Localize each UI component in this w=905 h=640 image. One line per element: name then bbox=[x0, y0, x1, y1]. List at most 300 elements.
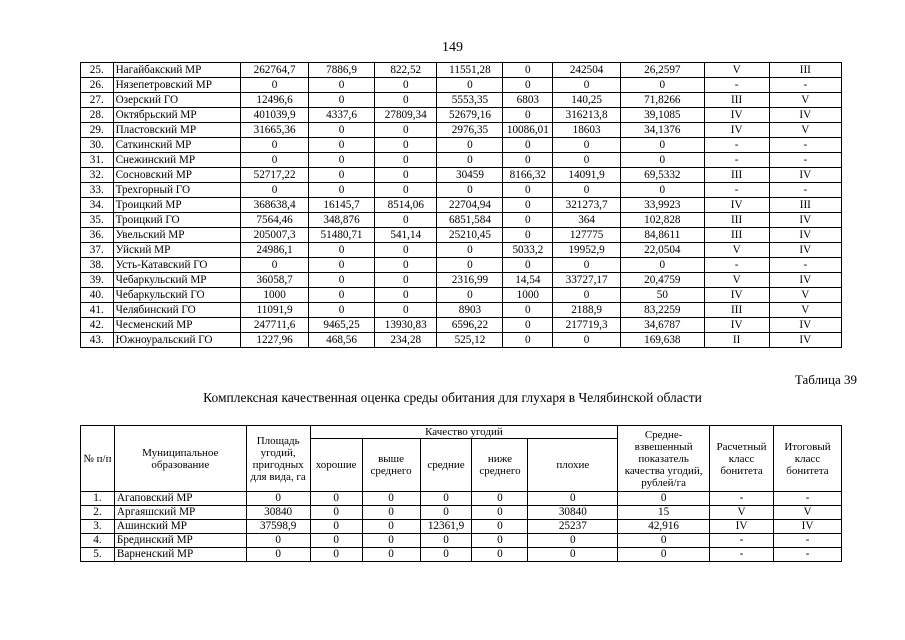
value-cell: 0 bbox=[503, 228, 553, 243]
municipality-cell: Озерский ГО bbox=[113, 93, 241, 108]
header-good: хорошие bbox=[310, 439, 362, 492]
value-cell: III bbox=[704, 168, 769, 183]
row-number-cell: 38. bbox=[81, 258, 114, 273]
value-cell: 11091,9 bbox=[241, 303, 309, 318]
value-cell: 30840 bbox=[246, 506, 310, 520]
value-cell: 36058,7 bbox=[241, 273, 309, 288]
municipality-cell: Чесменский МР bbox=[113, 318, 241, 333]
value-cell: 5033,2 bbox=[503, 243, 553, 258]
value-cell: 22704,94 bbox=[437, 198, 503, 213]
value-cell: 0 bbox=[246, 534, 310, 548]
value-cell: 0 bbox=[621, 258, 705, 273]
value-cell: 15 bbox=[618, 506, 710, 520]
value-cell: 247711,6 bbox=[241, 318, 309, 333]
grouse-habitat-table bbox=[80, 425, 842, 562]
value-cell: 0 bbox=[420, 534, 472, 548]
value-cell: 0 bbox=[309, 183, 375, 198]
table-row bbox=[81, 123, 842, 138]
value-cell: 0 bbox=[503, 138, 553, 153]
value-cell: 12361,9 bbox=[420, 520, 472, 534]
value-cell: 0 bbox=[375, 288, 437, 303]
value-cell: 0 bbox=[503, 108, 553, 123]
table-label: Таблица 39 bbox=[794, 372, 857, 387]
value-cell: V bbox=[769, 123, 841, 138]
value-cell: - bbox=[710, 548, 774, 562]
municipality-cell: Уйский МР bbox=[113, 243, 241, 258]
value-cell: 348,876 bbox=[309, 213, 375, 228]
value-cell: 0 bbox=[472, 506, 528, 520]
row-number-cell: 30. bbox=[81, 138, 114, 153]
header-municipality: Муниципальное образование bbox=[114, 426, 246, 492]
value-cell: 33727,17 bbox=[553, 273, 621, 288]
value-cell: 5553,35 bbox=[437, 93, 503, 108]
table-body bbox=[81, 63, 842, 348]
value-cell: IV bbox=[704, 198, 769, 213]
value-cell: 217719,3 bbox=[553, 318, 621, 333]
value-cell: IV bbox=[769, 213, 841, 228]
value-cell: 0 bbox=[362, 534, 420, 548]
value-cell: 0 bbox=[375, 183, 437, 198]
table-row bbox=[81, 548, 842, 562]
value-cell: 169,638 bbox=[621, 333, 705, 348]
municipality-cell: Саткинский МР bbox=[113, 138, 241, 153]
municipality-cell: Трехгорный ГО bbox=[113, 183, 241, 198]
municipality-cell: Южноуральский ГО bbox=[113, 333, 241, 348]
value-cell: 0 bbox=[309, 243, 375, 258]
value-cell: IV bbox=[710, 520, 774, 534]
table-title: Комплексная качественная оценка среды обитания для глухаря в Челябинской области bbox=[203, 390, 702, 405]
value-cell: 31665,36 bbox=[241, 123, 309, 138]
value-cell: 30459 bbox=[437, 168, 503, 183]
value-cell: 0 bbox=[246, 492, 310, 506]
table-row bbox=[81, 183, 842, 198]
value-cell: 0 bbox=[437, 183, 503, 198]
value-cell: - bbox=[704, 258, 769, 273]
municipality-cell: Снежинский МР bbox=[113, 153, 241, 168]
value-cell: IV bbox=[704, 288, 769, 303]
value-cell: - bbox=[710, 534, 774, 548]
row-number-cell: 25. bbox=[81, 63, 114, 78]
value-cell: II bbox=[704, 333, 769, 348]
table-row bbox=[81, 138, 842, 153]
value-cell: 51480,71 bbox=[309, 228, 375, 243]
value-cell: 0 bbox=[503, 303, 553, 318]
value-cell: 242504 bbox=[553, 63, 621, 78]
table-row bbox=[81, 78, 842, 93]
table-row bbox=[81, 213, 842, 228]
value-cell: 37598,9 bbox=[246, 520, 310, 534]
value-cell: 0 bbox=[553, 183, 621, 198]
value-cell: IV bbox=[769, 273, 841, 288]
header-poor: плохие bbox=[528, 439, 618, 492]
value-cell: - bbox=[704, 138, 769, 153]
value-cell: 0 bbox=[621, 153, 705, 168]
value-cell: - bbox=[710, 492, 774, 506]
value-cell: 69,5332 bbox=[621, 168, 705, 183]
value-cell: IV bbox=[769, 168, 841, 183]
row-number-cell: 40. bbox=[81, 288, 114, 303]
value-cell: 822,52 bbox=[375, 63, 437, 78]
value-cell: 0 bbox=[528, 548, 618, 562]
value-cell: 0 bbox=[437, 78, 503, 93]
value-cell: III bbox=[704, 213, 769, 228]
row-number-cell: 42. bbox=[81, 318, 114, 333]
municipality-cell: Сосновский МР bbox=[113, 168, 241, 183]
value-cell: 71,8266 bbox=[621, 93, 705, 108]
value-cell: 0 bbox=[420, 548, 472, 562]
value-cell: 2188,9 bbox=[553, 303, 621, 318]
value-cell: 0 bbox=[472, 534, 528, 548]
value-cell: 18603 bbox=[553, 123, 621, 138]
municipality-cell: Пластовский МР bbox=[113, 123, 241, 138]
row-number-cell: 2. bbox=[81, 506, 115, 520]
value-cell: 6803 bbox=[503, 93, 553, 108]
value-cell: 0 bbox=[241, 78, 309, 93]
table-row bbox=[81, 492, 842, 506]
municipality-cell: Ашинский МР bbox=[114, 520, 246, 534]
value-cell: 0 bbox=[375, 93, 437, 108]
value-cell: 4337,6 bbox=[309, 108, 375, 123]
value-cell: 0 bbox=[621, 183, 705, 198]
municipality-cell: Агаповский МР bbox=[114, 492, 246, 506]
municipality-cell: Чебаркульский МР bbox=[113, 273, 241, 288]
table-row bbox=[81, 288, 842, 303]
value-cell: V bbox=[769, 288, 841, 303]
municipality-cell: Усть-Катавский ГО bbox=[113, 258, 241, 273]
value-cell: 0 bbox=[553, 153, 621, 168]
value-cell: 24986,1 bbox=[241, 243, 309, 258]
row-number-cell: 29. bbox=[81, 123, 114, 138]
value-cell: 468,56 bbox=[309, 333, 375, 348]
header-final-class: Итоговый класс бонитета bbox=[774, 426, 842, 492]
row-number-cell: 43. bbox=[81, 333, 114, 348]
value-cell: 83,2259 bbox=[621, 303, 705, 318]
value-cell: 0 bbox=[503, 78, 553, 93]
value-cell: 2316,99 bbox=[437, 273, 503, 288]
value-cell: 8166,32 bbox=[503, 168, 553, 183]
value-cell: 0 bbox=[503, 63, 553, 78]
row-number-cell: 1. bbox=[81, 492, 115, 506]
value-cell: 0 bbox=[309, 123, 375, 138]
municipality-cell: Увельский МР bbox=[113, 228, 241, 243]
value-cell: 0 bbox=[362, 506, 420, 520]
value-cell: 1000 bbox=[241, 288, 309, 303]
value-cell: 0 bbox=[375, 213, 437, 228]
value-cell: 34,1376 bbox=[621, 123, 705, 138]
value-cell: 0 bbox=[309, 168, 375, 183]
value-cell: 0 bbox=[503, 183, 553, 198]
value-cell: 0 bbox=[553, 258, 621, 273]
value-cell: 27809,34 bbox=[375, 108, 437, 123]
value-cell: 0 bbox=[553, 138, 621, 153]
header-quality-group: Качество угодий bbox=[310, 426, 618, 439]
row-number-cell: 26. bbox=[81, 78, 114, 93]
value-cell: 0 bbox=[246, 548, 310, 562]
municipality-cell: Троицкий ГО bbox=[113, 213, 241, 228]
table-row bbox=[81, 273, 842, 288]
value-cell: V bbox=[774, 506, 842, 520]
value-cell: V bbox=[710, 506, 774, 520]
value-cell: 368638,4 bbox=[241, 198, 309, 213]
value-cell: 14,54 bbox=[503, 273, 553, 288]
row-number-cell: 34. bbox=[81, 198, 114, 213]
value-cell: 12496,6 bbox=[241, 93, 309, 108]
value-cell: - bbox=[704, 78, 769, 93]
value-cell: - bbox=[704, 183, 769, 198]
table-row bbox=[81, 228, 842, 243]
row-number-cell: 31. bbox=[81, 153, 114, 168]
value-cell: 0 bbox=[437, 258, 503, 273]
value-cell: 541,14 bbox=[375, 228, 437, 243]
value-cell: 11551,28 bbox=[437, 63, 503, 78]
header-calc-class: Расчетный класс бонитета bbox=[710, 426, 774, 492]
value-cell: 25237 bbox=[528, 520, 618, 534]
value-cell: IV bbox=[769, 228, 841, 243]
value-cell: 0 bbox=[621, 138, 705, 153]
value-cell: 0 bbox=[241, 258, 309, 273]
value-cell: 6851,584 bbox=[437, 213, 503, 228]
value-cell: 0 bbox=[437, 243, 503, 258]
value-cell: 13930,83 bbox=[375, 318, 437, 333]
table-row bbox=[81, 333, 842, 348]
value-cell: 30840 bbox=[528, 506, 618, 520]
value-cell: V bbox=[704, 63, 769, 78]
value-cell: IV bbox=[769, 318, 841, 333]
value-cell: 26,2597 bbox=[621, 63, 705, 78]
value-cell: 0 bbox=[503, 258, 553, 273]
table-row bbox=[81, 198, 842, 213]
value-cell: 205007,3 bbox=[241, 228, 309, 243]
value-cell: 0 bbox=[618, 492, 710, 506]
value-cell: 0 bbox=[503, 198, 553, 213]
value-cell: 525,12 bbox=[437, 333, 503, 348]
municipality-cell: Нязепетровский МР bbox=[113, 78, 241, 93]
value-cell: 140,25 bbox=[553, 93, 621, 108]
table-row bbox=[81, 303, 842, 318]
value-cell: 0 bbox=[375, 243, 437, 258]
value-cell: 0 bbox=[420, 492, 472, 506]
value-cell: 39,1085 bbox=[621, 108, 705, 123]
value-cell: - bbox=[774, 534, 842, 548]
value-cell: 0 bbox=[310, 492, 362, 506]
municipality-cell: Чебаркульский ГО bbox=[113, 288, 241, 303]
value-cell: III bbox=[769, 198, 841, 213]
value-cell: 0 bbox=[553, 288, 621, 303]
value-cell: 42,916 bbox=[618, 520, 710, 534]
value-cell: 0 bbox=[503, 213, 553, 228]
value-cell: 102,828 bbox=[621, 213, 705, 228]
value-cell: 0 bbox=[362, 492, 420, 506]
value-cell: 0 bbox=[309, 138, 375, 153]
value-cell: 33,9923 bbox=[621, 198, 705, 213]
value-cell: 321273,7 bbox=[553, 198, 621, 213]
row-number-cell: 37. bbox=[81, 243, 114, 258]
municipality-cell: Челябинский ГО bbox=[113, 303, 241, 318]
value-cell: 0 bbox=[618, 548, 710, 562]
value-cell: 0 bbox=[420, 506, 472, 520]
row-number-cell: 36. bbox=[81, 228, 114, 243]
header-above-average: выше среднего bbox=[362, 439, 420, 492]
header-average: средние bbox=[420, 439, 472, 492]
table-row bbox=[81, 258, 842, 273]
value-cell: V bbox=[769, 93, 841, 108]
municipality-cell: Варненский МР bbox=[114, 548, 246, 562]
value-cell: 0 bbox=[362, 520, 420, 534]
value-cell: - bbox=[769, 138, 841, 153]
value-cell: 1227,96 bbox=[241, 333, 309, 348]
value-cell: 2976,35 bbox=[437, 123, 503, 138]
value-cell: 22,0504 bbox=[621, 243, 705, 258]
value-cell: 0 bbox=[437, 138, 503, 153]
value-cell: 0 bbox=[375, 123, 437, 138]
header-weighted: Средне-взвешенный показатель качества угодий, рублей/га bbox=[618, 426, 710, 492]
value-cell: 7886,9 bbox=[309, 63, 375, 78]
value-cell: 0 bbox=[309, 303, 375, 318]
habitat-table-continued bbox=[80, 62, 842, 348]
value-cell: IV bbox=[704, 318, 769, 333]
value-cell: 0 bbox=[472, 548, 528, 562]
header-num: № п/п bbox=[81, 426, 115, 492]
value-cell: 1000 bbox=[503, 288, 553, 303]
value-cell: 0 bbox=[375, 168, 437, 183]
value-cell: IV bbox=[769, 333, 841, 348]
value-cell: IV bbox=[774, 520, 842, 534]
header-below-average: ниже среднего bbox=[472, 439, 528, 492]
row-number-cell: 28. bbox=[81, 108, 114, 123]
table-row bbox=[81, 318, 842, 333]
value-cell: 0 bbox=[621, 78, 705, 93]
value-cell: 50 bbox=[621, 288, 705, 303]
row-number-cell: 27. bbox=[81, 93, 114, 108]
municipality-cell: Троицкий МР bbox=[113, 198, 241, 213]
municipality-cell: Октябрьский МР bbox=[113, 108, 241, 123]
value-cell: - bbox=[774, 548, 842, 562]
row-number-cell: 35. bbox=[81, 213, 114, 228]
value-cell: 0 bbox=[309, 153, 375, 168]
row-number-cell: 4. bbox=[81, 534, 115, 548]
value-cell: 234,28 bbox=[375, 333, 437, 348]
value-cell: 0 bbox=[309, 273, 375, 288]
value-cell: 262764,7 bbox=[241, 63, 309, 78]
value-cell: 8514,06 bbox=[375, 198, 437, 213]
value-cell: IV bbox=[704, 123, 769, 138]
value-cell: 52679,16 bbox=[437, 108, 503, 123]
value-cell: 52717,22 bbox=[241, 168, 309, 183]
value-cell: 0 bbox=[309, 258, 375, 273]
value-cell: 0 bbox=[528, 534, 618, 548]
table-row bbox=[81, 93, 842, 108]
value-cell: - bbox=[774, 492, 842, 506]
header-area: Площадь угодий, пригодных для вида, га bbox=[246, 426, 310, 492]
value-cell: - bbox=[769, 78, 841, 93]
value-cell: 316213,8 bbox=[553, 108, 621, 123]
value-cell: 0 bbox=[437, 153, 503, 168]
value-cell: 8903 bbox=[437, 303, 503, 318]
value-cell: - bbox=[769, 183, 841, 198]
table-row bbox=[81, 168, 842, 183]
row-number-cell: 3. bbox=[81, 520, 115, 534]
value-cell: 7564,46 bbox=[241, 213, 309, 228]
value-cell: 20,4759 bbox=[621, 273, 705, 288]
value-cell: 0 bbox=[375, 273, 437, 288]
value-cell: IV bbox=[769, 108, 841, 123]
table-row bbox=[81, 243, 842, 258]
value-cell: V bbox=[704, 273, 769, 288]
municipality-cell: Аргаяшский МР bbox=[114, 506, 246, 520]
value-cell: 0 bbox=[375, 258, 437, 273]
value-cell: 84,8611 bbox=[621, 228, 705, 243]
table-row bbox=[81, 108, 842, 123]
value-cell: 0 bbox=[472, 492, 528, 506]
value-cell: 0 bbox=[310, 520, 362, 534]
value-cell: 0 bbox=[618, 534, 710, 548]
value-cell: III bbox=[704, 93, 769, 108]
value-cell: 0 bbox=[375, 138, 437, 153]
table-row bbox=[81, 534, 842, 548]
value-cell: 0 bbox=[503, 318, 553, 333]
table-row bbox=[81, 153, 842, 168]
value-cell: 6596,22 bbox=[437, 318, 503, 333]
value-cell: - bbox=[704, 153, 769, 168]
value-cell: 0 bbox=[553, 78, 621, 93]
value-cell: 0 bbox=[309, 78, 375, 93]
value-cell: 0 bbox=[241, 138, 309, 153]
value-cell: 0 bbox=[553, 333, 621, 348]
value-cell: V bbox=[769, 303, 841, 318]
row-number-cell: 32. bbox=[81, 168, 114, 183]
value-cell: 0 bbox=[503, 333, 553, 348]
value-cell: 0 bbox=[309, 93, 375, 108]
municipality-cell: Нагайбакский МР bbox=[113, 63, 241, 78]
value-cell: - bbox=[769, 153, 841, 168]
value-cell: 10086,01 bbox=[503, 123, 553, 138]
value-cell: V bbox=[704, 243, 769, 258]
value-cell: 0 bbox=[472, 520, 528, 534]
table-row bbox=[81, 63, 842, 78]
value-cell: 0 bbox=[375, 78, 437, 93]
row-number-cell: 5. bbox=[81, 548, 115, 562]
value-cell: 0 bbox=[528, 492, 618, 506]
value-cell: 0 bbox=[310, 548, 362, 562]
row-number-cell: 41. bbox=[81, 303, 114, 318]
value-cell: 0 bbox=[310, 534, 362, 548]
table-body bbox=[81, 492, 842, 562]
value-cell: 0 bbox=[241, 153, 309, 168]
value-cell: III bbox=[704, 303, 769, 318]
value-cell: 401039,9 bbox=[241, 108, 309, 123]
municipality-cell: Брединский МР bbox=[114, 534, 246, 548]
value-cell: 9465,25 bbox=[309, 318, 375, 333]
value-cell: 0 bbox=[362, 548, 420, 562]
value-cell: 0 bbox=[310, 506, 362, 520]
value-cell: - bbox=[769, 258, 841, 273]
value-cell: 16145,7 bbox=[309, 198, 375, 213]
value-cell: 0 bbox=[241, 183, 309, 198]
table-row bbox=[81, 506, 842, 520]
value-cell: 34,6787 bbox=[621, 318, 705, 333]
value-cell: 25210,45 bbox=[437, 228, 503, 243]
value-cell: 0 bbox=[437, 288, 503, 303]
value-cell: 0 bbox=[375, 303, 437, 318]
table-row bbox=[81, 520, 842, 534]
row-number-cell: 39. bbox=[81, 273, 114, 288]
value-cell: III bbox=[769, 63, 841, 78]
value-cell: 0 bbox=[375, 153, 437, 168]
value-cell: 0 bbox=[503, 153, 553, 168]
value-cell: 364 bbox=[553, 213, 621, 228]
value-cell: IV bbox=[769, 243, 841, 258]
value-cell: IV bbox=[704, 108, 769, 123]
